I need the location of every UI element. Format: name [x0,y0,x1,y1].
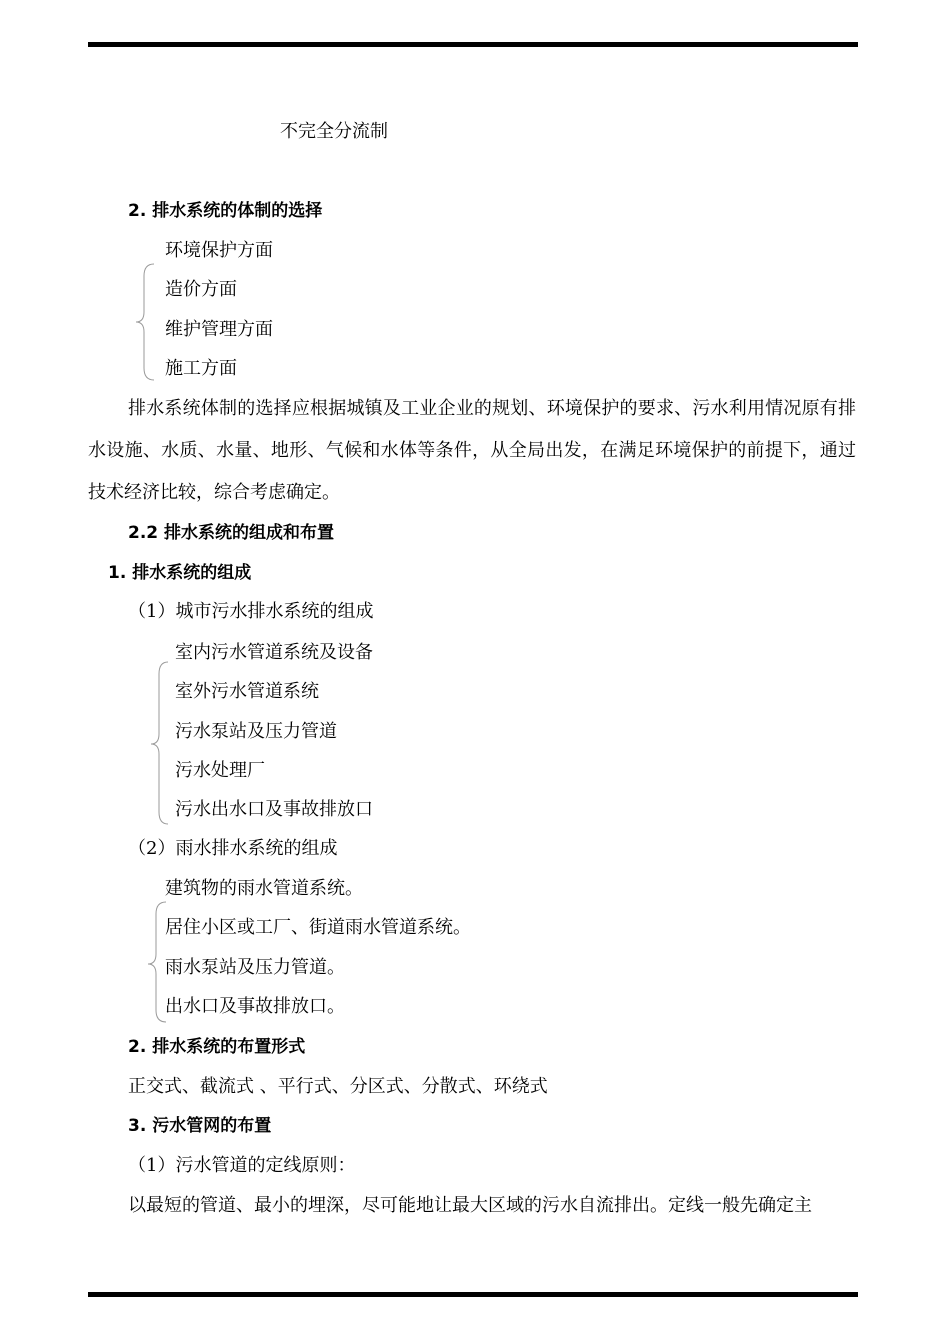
section-heading-composition-layout: 2.2 排水系统的组成和布置 [128,523,335,543]
rain-system-item: 出水口及事故排放口。 [165,996,345,1017]
urban-sewage-item: 室外污水管道系统 [175,681,319,702]
section-heading-system-selection: 2. 排水系统的体制的选择 [128,201,323,221]
selection-factor-item: 造价方面 [165,279,237,300]
subheading-sewer-network: 3. 污水管网的布置 [128,1116,272,1136]
urban-sewage-brace [146,660,172,826]
alignment-principle-heading: （1）污水管道的定线原则： [128,1155,356,1176]
selection-factor-item: 维护管理方面 [165,319,273,340]
layout-forms-text: 正交式、截流式 、平行式、分区式、分散式、环绕式 [128,1076,548,1097]
subheading-composition: 1. 排水系统的组成 [108,563,252,583]
alignment-principle-text: 以最短的管道、最小的埋深，尽可能地让最大区域的污水自流排出。定线一般先确定主 [128,1195,812,1216]
selection-factor-item: 施工方面 [165,358,237,379]
footer-rule [88,1292,858,1297]
urban-sewage-item: 室内污水管道系统及设备 [175,642,373,663]
urban-sewage-item: 污水出水口及事故排放口 [175,799,373,820]
selection-factors-brace [132,262,158,382]
header-rule [88,42,858,47]
urban-sewage-item: 污水泵站及压力管道 [175,721,337,742]
rain-system-item: 建筑物的雨水管道系统。 [165,878,363,899]
urban-sewage-item: 污水处理厂 [175,760,265,781]
selection-factor-item: 环境保护方面 [165,240,273,261]
sewer-type-label: 不完全分流制 [280,121,388,142]
rain-system-item: 雨水泵站及压力管道。 [165,957,345,978]
urban-sewage-heading: （1）城市污水排水系统的组成 [128,601,374,622]
subheading-layout-forms: 2. 排水系统的布置形式 [128,1037,306,1057]
rain-system-heading: （2）雨水排水系统的组成 [128,838,338,859]
selection-paragraph: 排水系统体制的选择应根据城镇及工业企业的规划、环境保护的要求、污水利用情况原有排水设施、水质、水量、地形、气候和水体等条件，从全局出发，在满足环境保护的前提下，通过技术经济比较，综合考虑确定。 [88,398,856,503]
rain-system-item: 居住小区或工厂、街道雨水管道系统。 [165,917,471,938]
